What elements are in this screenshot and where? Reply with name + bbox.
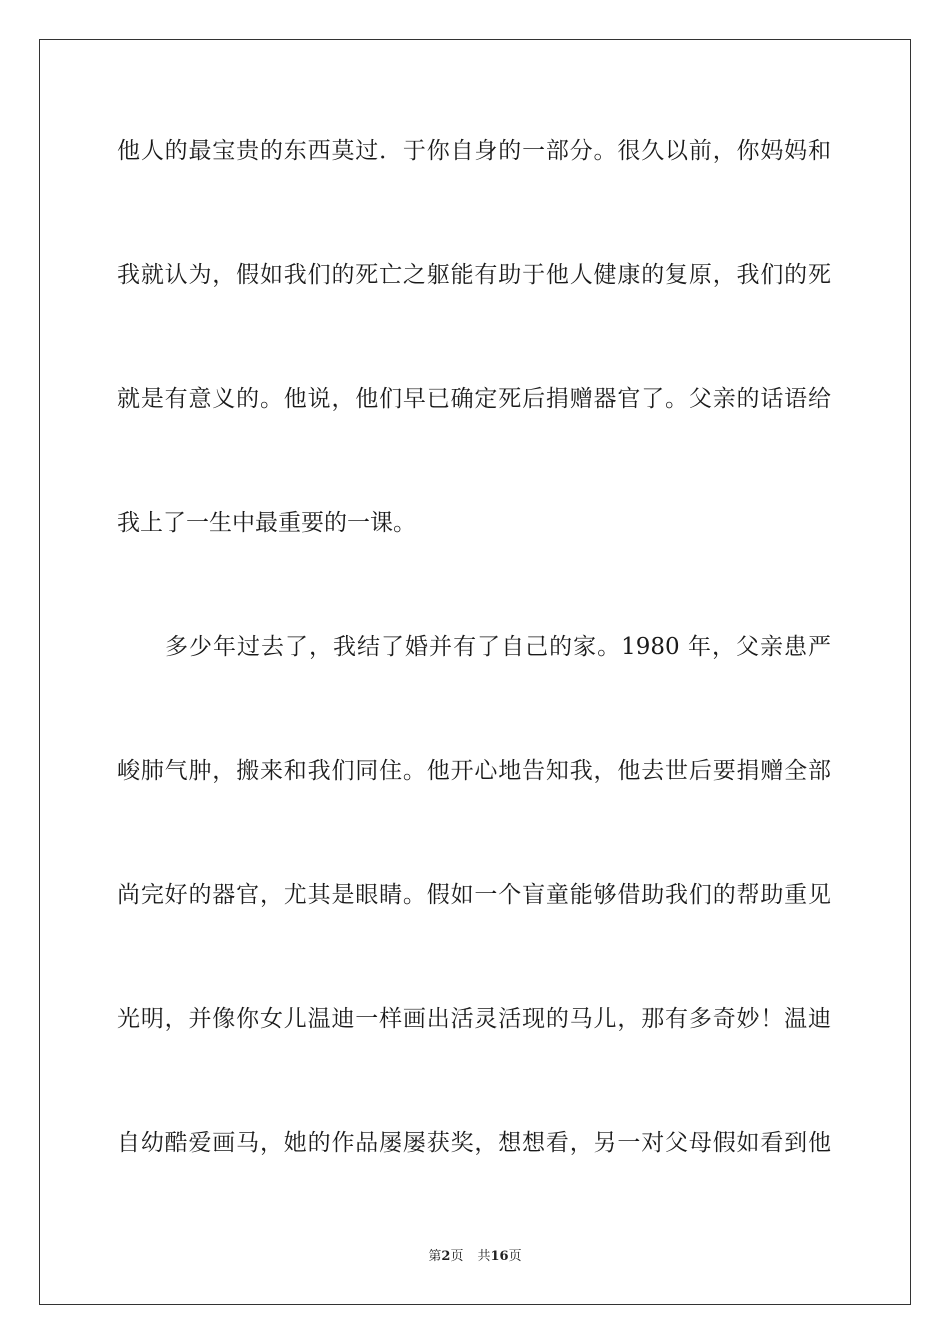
- paragraph-line: 多少年过去了，我结了婚并有了自己的家。1980 年，父亲患严: [165, 634, 831, 660]
- paragraph-line: 光明，并像你女儿温迪一样画出活灵活现的马儿，那有多奇妙！温迪: [117, 1006, 831, 1032]
- page-footer: [0, 1248, 950, 1266]
- paragraph-line: 他人的最宝贵的东西莫过．于你自身的一部分。很久以前，你妈妈和: [117, 138, 831, 164]
- page-suffix: 页: [450, 1249, 464, 1264]
- paragraph-line: 就是有意义的。他说，他们早已确定死后捐赠器官了。父亲的话语给: [117, 386, 831, 412]
- page-prefix: 第: [428, 1249, 442, 1264]
- paragraph-line: 我上了一生中最重要的一课。: [117, 510, 416, 536]
- total-pages: 16: [490, 1249, 509, 1264]
- page-border: [39, 39, 911, 1305]
- paragraph-line: 峻肺气肿，搬来和我们同住。他开心地告知我，他去世后要捐赠全部: [117, 758, 831, 784]
- paragraph-line: 自幼酷爱画马，她的作品屡屡获奖，想想看，另一对父母假如看到他: [117, 1130, 831, 1156]
- total-prefix: 共: [477, 1249, 491, 1264]
- paragraph-line: 尚完好的器官，尤其是眼睛。假如一个盲童能够借助我们的帮助重见: [117, 882, 831, 908]
- page-number: 2: [441, 1249, 451, 1264]
- total-suffix: 页: [508, 1249, 522, 1264]
- paragraph-line: 我就认为，假如我们的死亡之躯能有助于他人健康的复原，我们的死: [117, 262, 831, 288]
